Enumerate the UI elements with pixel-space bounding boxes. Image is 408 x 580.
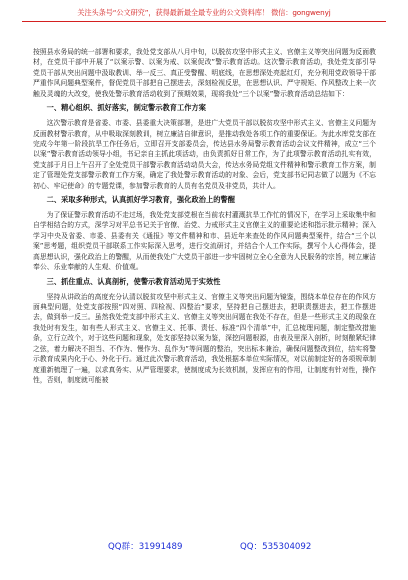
qq-group-number: QQ群：31991489	[108, 542, 183, 552]
qq-contact-number: QQ：535304092	[240, 542, 312, 552]
promo-banner: 关注头条号“公文研究”，获得最新最全最专业的公文资料库！ 微信：gongwenyj	[77, 8, 331, 17]
header-divider	[22, 21, 386, 22]
section-1-paragraph: 这次警示教育是省委、市委、县委重大决策部署，是进广大党员干部以脱贫攻坚中形式主义、官僚主义问题为反面教材警示教育，从中吸取深刻教训，树立廉洁自律意识，是推动我处各项工作的重要保证。为此水库党支部在完成今年第一阶段抗旱工作任务后，立即召开支部委员会，传达县水务局警示教育活动会议文件精神，成立“三个以案”警示教育活动领导小组，书记亲自主抓此项活动，由负责抓好日常工作，为了此项警示教育活动扎实有效，党支部于月日上午召开了全处党员干部警示教育活动动员大会，传达水务局党组文件精神和警示教育工作方案，制定了管理处党支部警示教育工作方案，确定了我处警示教育活动的对象、会后，党支部书记同志做了以题为《不忘初心、牢记使命》的专题党课，参加警示教育的人员有名党员及非党员，共计人。	[33, 119, 376, 190]
document-body	[33, 47, 376, 386]
section-2-paragraph: 为了保证警示教育活动不走过场，我处党支部党根在当前农村灌溉抗旱工作忙的情况下，在学习上采取集中和自学相结合的方式，深学习对平总书记关于官僚、治党、力戒形式主义官僚主义的重要论述和指示批示精神；深入学习中央及省委、市委、县委有关《通报》等文件精神和市、县近年来查处的作风问题典型案件，结合“三个以案”思考题，组织党员干部联系工作实际深入思考，进行交流研讨，并结合个人工作实际，撰写个人心得体会，提高思想认识，强化政治上的警醒，从而使我处广大党员干部进一步牢固树立全心全意为人民服务的宗旨，树立廉洁奉公、乐业奉献的人生观、价值观。	[33, 211, 376, 272]
intro-paragraph: 按照县水务局的统一部署和要求，我处党支部从八月中旬，以脱贫攻坚中形式主义、官僚主义等突出问题为反面教材，在党员干部中开展了“以案示警、以案为戒、以案促改”警示教育活动。这次警示教育活动，我处党支部引导党员干部从突出问题中汲取教训、举一反三、真正受警醒、明底线，在思想深处亮起红灯，充分利用党政领导干部严重作风问题典型案件，督促党员干部把自己摆进去，深刻检视反思，在思想认识、严守规矩、作风整改上来一次触及灵魂的大改变，使我处警示教育活动收到了预期效果，现将我处“三个以案”警示教育活动总结如下：	[33, 48, 376, 98]
section-3-paragraph: 坚持从讲政治的高度充分认清以脱贫攻坚中形式主义、官僚主义等突出问题为镜鉴，围绕本单位存在的作风方面典型问题，处党支部按照“四对照、四检视、四整治”要求，坚持把自己摆进去，把职责摆进去，把工作摆进去，做到举一反三。虽然我处党支部中形式主义、官僚主义等突出问题在我处不存在，但是一些形式主义的现象在我处时有发生，如有些人形式主义、官僚主义、托事、责任、标准“四个清单”中，汇总梳理问题，制定整改措施条，立行立改个，对于这些问题和现象，处支部坚持以案为鉴，深挖问题根源，由表及里深入剖析，时刻酿紧纪律之弦，着力解决不担当、不作为、慢作为、乱作为”等问题的整治，突出标本兼治，确保问题整改到位，结实将警示教育成果内化于心、外化于行。通过此次警示教育活动，我处根据本单位实际情况，对以前制定好的各项规章制度重新梳理了一遍，以求真务实、从严管理要求，使制度成为长效机制，发挥应有的作用，让制度有针对性，操作性，否则，制度就可能被	[33, 292, 376, 385]
section-heading-2: 二、采取多种形式，认真抓好学习教育，强化政治上的警醒	[46, 195, 236, 205]
section-heading-3: 三、抓住重点、认真剖析，使警示教育活动见于实效性	[46, 276, 221, 286]
section-heading-1: 一、精心组织、抓好落实，制定警示教育工作方案	[46, 103, 207, 113]
